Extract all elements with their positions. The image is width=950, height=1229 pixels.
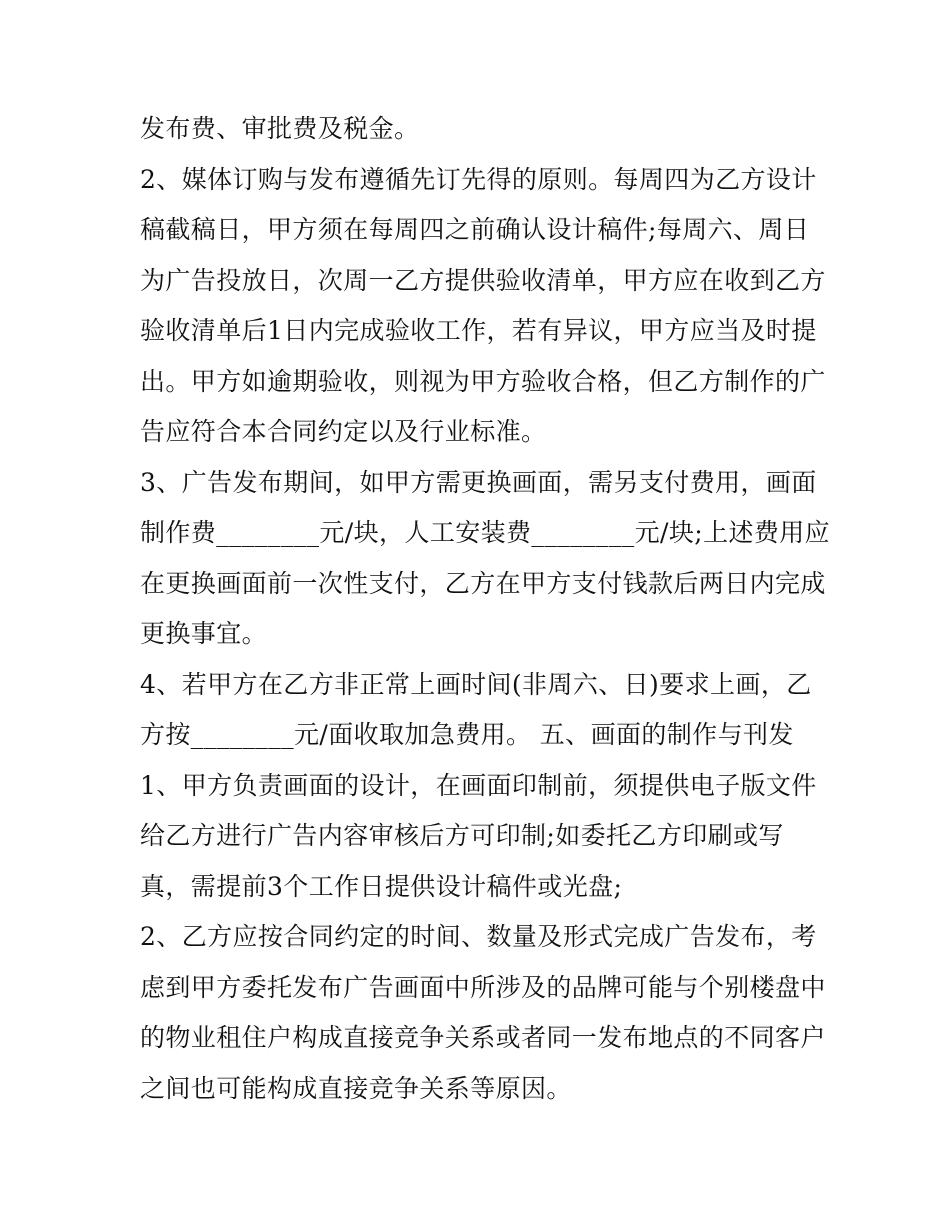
text-line: 1、甲方负责画面的设计，在画面印制前，须提供电子版文件 bbox=[140, 770, 817, 800]
text-line: 出。甲方如逾期验收，则视为甲方验收合格，但乙方制作的广 bbox=[140, 366, 826, 396]
text-line: 方按________元/面收取加急费用。 五、画面的制作与刊发 bbox=[140, 720, 794, 749]
text-line: 虑到甲方委托发布广告画面中所涉及的品牌可能与个别楼盘中 bbox=[140, 972, 826, 1002]
text-line: 发布费、审批费及税金。 bbox=[140, 114, 420, 143]
text-line: 更换事宜。 bbox=[140, 619, 268, 648]
text-line: 告应符合本合同约定以及行业标准。 bbox=[140, 417, 547, 446]
text-line: 的物业租住户构成直接竞争关系或者同一发布地点的不同客户 bbox=[140, 1023, 826, 1052]
text-line: 为广告投放日，次周一乙方提供验收清单，甲方应在收到乙方 bbox=[140, 265, 826, 295]
text-line: 之间也可能构成直接竞争关系等原因。 bbox=[140, 1073, 572, 1103]
text-line: 3、广告发布期间，如甲方需更换画面，需另支付费用，画面 bbox=[140, 467, 817, 497]
text-line: 给乙方进行广告内容审核后方可印制;如委托乙方印刷或写 bbox=[140, 821, 784, 850]
text-line: 真，需提前3个工作日提供设计稿件或光盘; bbox=[140, 871, 623, 901]
text-line: 2、乙方应按合同约定的时间、数量及形式完成广告发布，考 bbox=[140, 922, 817, 951]
text-line: 4、若甲方在乙方非正常上画时间(非周六、日)要求上画，乙 bbox=[140, 669, 812, 699]
text-line: 2、媒体订购与发布遵循先订先得的原则。每周四为乙方设计 bbox=[140, 164, 817, 194]
text-line: 在更换画面前一次性支付，乙方在甲方支付钱款后两日内完成 bbox=[140, 568, 826, 598]
text-line: 稿截稿日，甲方须在每周四之前确认设计稿件;每周六、周日 bbox=[140, 215, 810, 244]
text-line: 制作费________元/块，人工安装费________元/块;上述费用应 bbox=[140, 518, 831, 547]
document-body bbox=[140, 104, 831, 1114]
text-line: 验收清单后1日内完成验收工作，若有异议，甲方应当及时提 bbox=[140, 316, 817, 345]
